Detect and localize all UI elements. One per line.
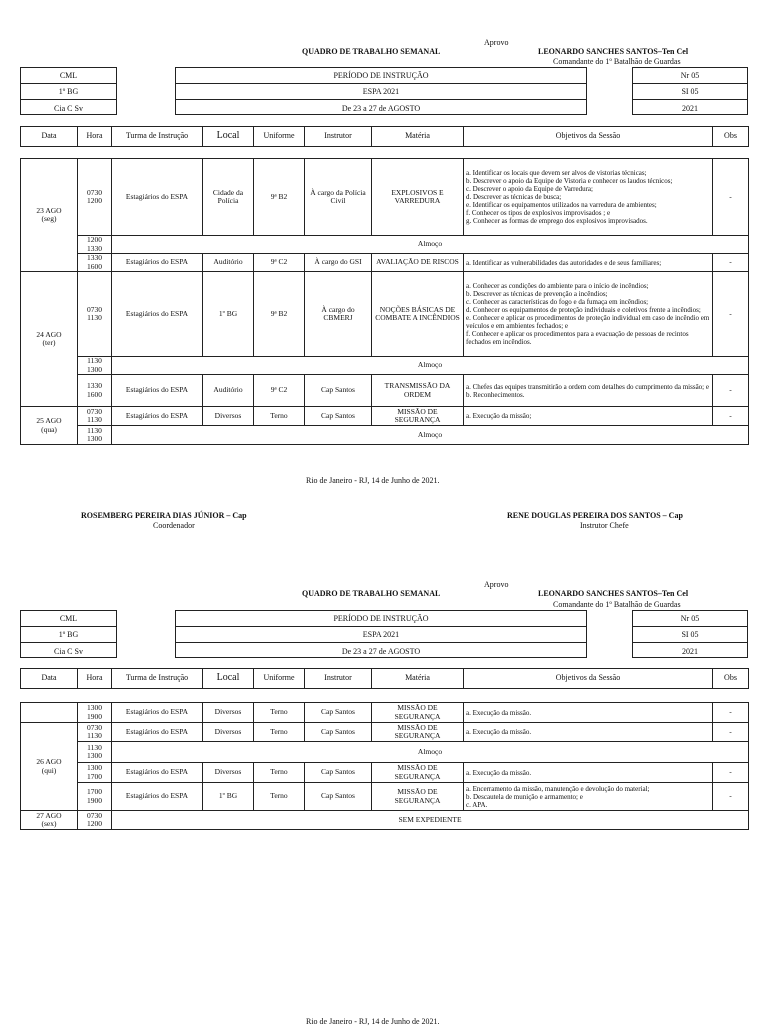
unit-line: CML [21,611,116,627]
unit-box [20,67,117,115]
period-line: PERÍODO DE INSTRUÇÃO [176,611,586,627]
table-row [21,357,749,375]
table-row [21,407,749,426]
obs-cell: - [713,703,749,723]
column-header-table [20,126,749,147]
chief-instructor-role: Instrutor Chefe [580,521,629,530]
objectives-cell: a. Execução da missão. [464,723,713,742]
instructor-cell: Cap Santos [305,723,372,742]
subject-cell: EXPLOSIVOS E VARREDURA [372,159,464,236]
col-instrutor: Instrutor [305,669,372,689]
hour-cell: 1330 1600 [78,375,112,407]
objectives-cell: a. Conhecer as condições do ambiente para o início de incêndios; b. Descrever as técnicas de prevenção a incêndios; c. Conhecer as características do fogo e da fumaça em incêndios; d. Conhecer os equipamentos de proteção individuais e coletivos frente a incêndios; e. Conhecer e aplicar os procedimentos de proteção individual em caso de incêndio em veículos e em ambientes fechados; e f. Conhecer e aplicar os procedimentos para a evacuação de pessoas de recintos fechados em incêndios. [464,272,713,357]
hour-cell: 1130 1300 [78,357,112,375]
col-objetivos: Objetivos da Sessão [464,127,713,147]
uniform-cell: 9ª B2 [254,272,305,357]
table-row [21,236,749,254]
hour-cell: 1330 1600 [78,254,112,272]
commander-name: LEONARDO SANCHES SANTOS–Ten Cel [538,47,689,56]
table-row [21,811,749,830]
obs-cell: - [713,783,749,811]
table-row [21,723,749,742]
date-cell: 25 AGO (qua) [21,407,78,445]
class-cell: Estagiários do ESPA [112,254,203,272]
date-cell: 27 AGO (sex) [21,811,78,830]
col-data: Data [21,127,78,147]
hour-cell: 1200 1330 [78,236,112,254]
table-row [21,272,749,357]
number-line: 2021 [682,103,698,113]
uniform-cell: 9ª C2 [254,254,305,272]
uniform-cell: Terno [254,723,305,742]
number-line: Nr 05 [633,68,747,84]
place-cell: Diversos [203,763,254,783]
chief-instructor-name: RENE DOUGLAS PEREIRA DOS SANTOS – Cap [507,511,683,520]
class-cell: Estagiários do ESPA [112,407,203,426]
number-box [632,610,748,658]
period-line: De 23 a 27 de AGOSTO [341,103,421,113]
date-cell: 26 AGO (qui) [21,723,78,811]
number-line: SI 05 [633,627,747,643]
number-line: Nr 05 [633,611,747,627]
lunch-cell: Almoço [112,357,749,375]
objectives-cell: a. Execução da missão. [464,703,713,723]
col-uniforme: Uniforme [254,127,305,147]
col-local: Local [203,669,254,689]
instructor-cell: Cap Santos [305,375,372,407]
unit-line: 1º BG [21,627,116,643]
uniform-cell: 9ª C2 [254,375,305,407]
hour-cell: 1130 1300 [78,742,112,763]
footer-date: Rio de Janeiro - RJ, 14 de Junho de 2021. [306,1017,440,1026]
objectives-cell: a. Identificar os locais que devem ser alvos de vistorias técnicas; b. Descrever o apoio da Equipe de Vistoria e conhecer os laudos técnicos; c. Descrever o apoio da Equipe de Varredura; d. Descrever as técnicas de busca; e. Identificar os equipamentos utilizados na varredura de ambientes; f. Conhecer os tipos de explosivos improvisados ; e g. Conhecer as formas de emprego dos explosivos improvisados. [464,159,713,236]
period-line: ESPA 2021 [176,84,586,100]
date-cell [21,703,78,723]
subject-cell: MISSÃO DE SEGURANÇA [372,407,464,426]
class-cell: Estagiários do ESPA [112,783,203,811]
instructor-cell: À cargo do GSI [305,254,372,272]
uniform-cell: Terno [254,763,305,783]
hour-cell: 0730 1200 [78,159,112,236]
objectives-cell: a. Encerramento da missão, manutenção e devolução do material; b. Descautela de munição e armamento; e c. APA. [464,783,713,811]
col-instrutor: Instrutor [305,127,372,147]
table-row [21,375,749,407]
class-cell: Estagiários do ESPA [112,159,203,236]
place-cell: Diversos [203,703,254,723]
subject-cell: MISSÃO DE SEGURANÇA [372,703,464,723]
obs-cell: - [713,723,749,742]
col-hora: Hora [78,127,112,147]
table-row [21,703,749,723]
place-cell: Auditório [203,375,254,407]
hour-cell: 0730 1130 [78,272,112,357]
subject-cell: MISSÃO DE SEGURANÇA [372,723,464,742]
class-cell: Estagiários do ESPA [112,763,203,783]
col-uniforme: Uniforme [254,669,305,689]
instructor-cell: Cap Santos [305,783,372,811]
uniform-cell: Terno [254,407,305,426]
class-cell: Estagiários do ESPA [112,703,203,723]
col-data: Data [21,669,78,689]
hour-cell: 0730 1200 [78,811,112,830]
approve-label: Aprovo [484,580,509,589]
number-line: SI 05 [633,84,747,100]
period-line: PERÍODO DE INSTRUÇÃO [176,68,586,84]
place-cell: Diversos [203,407,254,426]
obs-cell: - [713,159,749,236]
place-cell: 1º BG [203,783,254,811]
hour-cell: 1300 1700 [78,763,112,783]
table-row [21,763,749,783]
commander-role: Comandante do 1º Batalhão de Guardas [553,57,681,66]
date-cell: 23 AGO (seg) [21,159,78,272]
col-objetivos: Objetivos da Sessão [464,669,713,689]
coordinator-role: Coordenador [153,521,195,530]
instructor-cell: Cap Santos [305,703,372,723]
period-line: De 23 a 27 de AGOSTO [341,646,421,656]
approve-label: Aprovo [484,38,509,47]
instructor-cell: À cargo da Polícia Civil [305,159,372,236]
col-materia: Matéria [372,669,464,689]
objectives-cell: a. Chefes das equipes transmitirão a ordem com detalhes do cumprimento da missão; e b. Reconhecimentos. [464,375,713,407]
lunch-cell: Almoço [112,426,749,445]
unit-line: Cia C Sv [54,103,83,113]
hour-cell: 0730 1130 [78,407,112,426]
class-cell: Estagiários do ESPA [112,272,203,357]
col-obs: Obs [713,127,749,147]
instructor-cell: Cap Santos [305,407,372,426]
uniform-cell: Terno [254,783,305,811]
table-row [21,159,749,236]
col-turma: Turma de Instrução [112,127,203,147]
number-line: 2021 [682,646,698,656]
period-line: ESPA 2021 [176,627,586,643]
obs-cell: - [713,375,749,407]
table-row [21,254,749,272]
coordinator-name: ROSEMBERG PEREIRA DIAS JÚNIOR – Cap [81,511,247,520]
hour-cell: 1700 1900 [78,783,112,811]
table-row [21,783,749,811]
unit-box [20,610,117,658]
hour-cell: 0730 1130 [78,723,112,742]
obs-cell: - [713,254,749,272]
objectives-cell: a. Identificar as vulnerabilidades das autoridades e de seus familiares; [464,254,713,272]
lunch-cell: Almoço [112,236,749,254]
no-work-cell: SEM EXPEDIENTE [112,811,749,830]
page-title: QUADRO DE TRABALHO SEMANAL [302,47,441,56]
class-cell: Estagiários do ESPA [112,375,203,407]
table-row [21,426,749,445]
instructor-cell: À cargo do CBMERJ [305,272,372,357]
schedule-table-1 [20,158,749,445]
objectives-cell: a. Execução da missão; [464,407,713,426]
col-obs: Obs [713,669,749,689]
uniform-cell: Terno [254,703,305,723]
schedule-page-2 [0,543,768,1024]
column-header-table [20,668,749,689]
date-cell: 24 AGO (ter) [21,272,78,407]
place-cell: Cidade da Polícia [203,159,254,236]
obs-cell: - [713,272,749,357]
hour-cell: 1300 1900 [78,703,112,723]
number-box [632,67,748,115]
footer-date: Rio de Janeiro - RJ, 14 de Junho de 2021. [306,476,440,485]
page-title: QUADRO DE TRABALHO SEMANAL [302,589,441,598]
commander-name: LEONARDO SANCHES SANTOS–Ten Cel [538,589,689,598]
hour-cell: 1130 1300 [78,426,112,445]
place-cell: Diversos [203,723,254,742]
unit-line: Cia C Sv [54,646,83,656]
subject-cell: NOÇÕES BÁSICAS DE COMBATE A INCÊNDIOS [372,272,464,357]
period-box [175,67,587,115]
schedule-table-2 [20,702,749,830]
col-materia: Matéria [372,127,464,147]
instructor-cell: Cap Santos [305,763,372,783]
place-cell: 1º BG [203,272,254,357]
subject-cell: TRANSMISSÃO DA ORDEM [372,375,464,407]
commander-role: Comandante do 1º Batalhão de Guardas [553,600,681,609]
subject-cell: MISSÃO DE SEGURANÇA [372,763,464,783]
col-turma: Turma de Instrução [112,669,203,689]
col-hora: Hora [78,669,112,689]
obs-cell: - [713,407,749,426]
obs-cell: - [713,763,749,783]
place-cell: Auditório [203,254,254,272]
lunch-cell: Almoço [112,742,749,763]
uniform-cell: 9ª B2 [254,159,305,236]
unit-line: 1º BG [21,84,116,100]
unit-line: CML [21,68,116,84]
col-local: Local [203,127,254,147]
objectives-cell: a. Execução da missão. [464,763,713,783]
subject-cell: MISSÃO DE SEGURANÇA [372,783,464,811]
class-cell: Estagiários do ESPA [112,723,203,742]
subject-cell: AVALIAÇÃO DE RISCOS [372,254,464,272]
table-row [21,742,749,763]
period-box [175,610,587,658]
